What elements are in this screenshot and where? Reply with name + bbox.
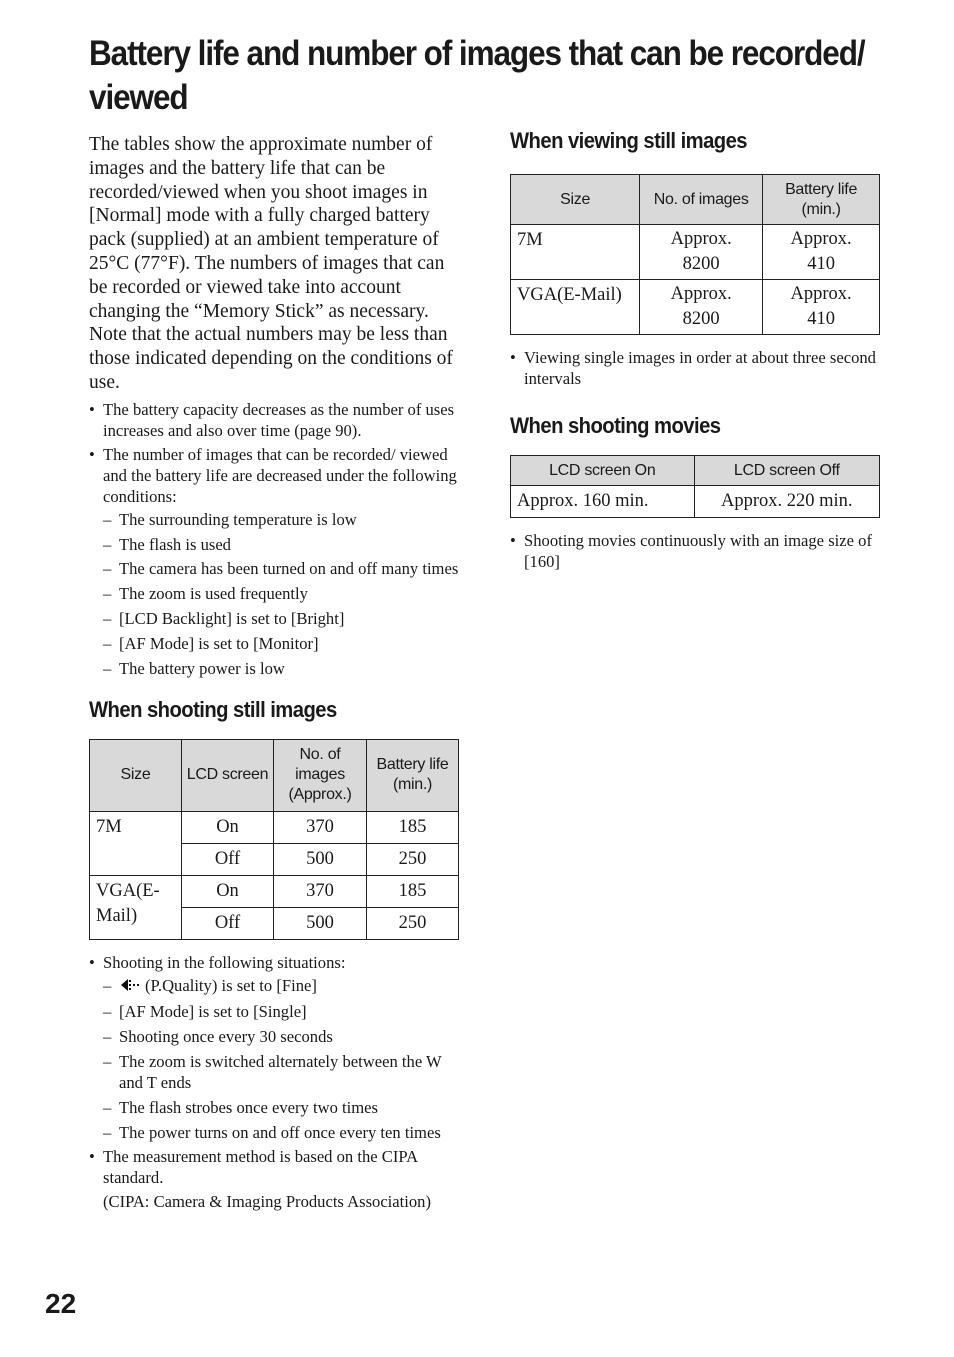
viewing-notes-list [510, 347, 880, 389]
table-cell-size: 7M [90, 811, 182, 875]
table-header-size: Size [511, 175, 640, 225]
table-row [511, 225, 880, 280]
table-cell-size: VGA(E-Mail) [511, 280, 640, 335]
table-row [511, 280, 880, 335]
table-cell-battery: Approx. 410 [763, 225, 880, 280]
table-cell-battery: 185 [367, 875, 459, 907]
viewing-heading: When viewing still images [510, 128, 748, 153]
list-item: – (P.Quality) is set to [Fine] [103, 975, 459, 998]
table-cell-images: 370 [274, 875, 367, 907]
movies-heading: When shooting movies [510, 413, 721, 438]
table-cell-lcd-off: Approx. 220 min. [694, 486, 880, 518]
situations-list [103, 975, 459, 1143]
table-cell-lcd-on: Approx. 160 min. [511, 486, 695, 518]
list-item: – [AF Mode] is set to [Single] [103, 1001, 459, 1022]
table-row [90, 875, 459, 907]
table-row [90, 811, 459, 843]
table-header-lcd-on: LCD screen On [511, 456, 695, 486]
list-item [89, 952, 459, 1143]
table-cell-images: Approx. 8200 [640, 280, 763, 335]
picture-quality-icon [119, 977, 141, 998]
table-header-lcd-off: LCD screen Off [694, 456, 880, 486]
list-item: – [LCD Backlight] is set to [Bright] [103, 608, 459, 629]
table-row [511, 486, 880, 518]
table-header-size: Size [90, 739, 182, 811]
table-cell-battery: 185 [367, 811, 459, 843]
page-number: 22 [45, 1288, 77, 1319]
still-images-heading: When shooting still images [89, 696, 337, 722]
table-cell-size: VGA(E-Mail) [90, 875, 182, 939]
list-item [89, 444, 459, 679]
table-cell-images: 500 [274, 907, 367, 939]
table-header-battery: Battery life (min.) [367, 739, 459, 811]
list-item: – The camera has been turned on and off many times [103, 558, 459, 579]
list-item: – The zoom is used frequently [103, 583, 459, 604]
list-item: – The flash is used [103, 534, 459, 555]
left-column [89, 133, 459, 1212]
conditions-list [103, 509, 459, 679]
table-header-images: No. of images [640, 175, 763, 225]
conditions-intro: The number of images that can be recorded/ viewed and the battery life are decreased under the following conditions: [103, 444, 457, 506]
table-cell-images: Approx. 8200 [640, 225, 763, 280]
list-item: • The measurement method is based on the CIPA standard. [89, 1146, 459, 1188]
table-cell-size: 7M [511, 225, 640, 280]
table-cell-images: 370 [274, 811, 367, 843]
table-header-battery: Battery life (min.) [763, 175, 880, 225]
cipa-note: (CIPA: Camera & Imaging Products Association) [103, 1192, 432, 1212]
list-item: – The power turns on and off once every ten times [103, 1122, 459, 1143]
movies-notes-list [510, 530, 880, 572]
list-item: • Viewing single images in order at about three second intervals [510, 347, 880, 389]
table-header-lcd: LCD screen [182, 739, 274, 811]
page-title: Battery life and number of images that can be recorded/ viewed [89, 34, 865, 117]
table-cell-lcd: On [182, 875, 274, 907]
list-item: – [AF Mode] is set to [Monitor] [103, 633, 459, 654]
table-cell-images: 500 [274, 843, 367, 875]
intro-paragraph: The tables show the approximate number of images and the battery life that can be recorded/viewed when you shoot images in [Normal] mode with a fully charged battery pack (supplied) at an ambient temperature of 25°C (77°F). The numbers of images that can be recorded or viewed take into account changing the “Memory Stick” as necessary. Note that the actual numbers may be less than those indicated depending on the conditions of use. [89, 134, 453, 393]
still-notes-list [89, 952, 459, 1189]
table-cell-battery: Approx. 410 [763, 280, 880, 335]
list-item: – Shooting once every 30 seconds [103, 1026, 459, 1047]
right-column [510, 128, 880, 575]
list-item: – The surrounding temperature is low [103, 509, 459, 530]
table-cell-lcd: On [182, 811, 274, 843]
list-item: • The battery capacity decreases as the number of uses increases and also over time (page 90). [89, 399, 459, 441]
still-images-table [89, 739, 459, 940]
list-item: – The battery power is low [103, 658, 459, 679]
table-cell-lcd: Off [182, 907, 274, 939]
table-cell-lcd: Off [182, 843, 274, 875]
list-item: • Shooting movies continuously with an image size of [160] [510, 530, 880, 572]
list-item: – The flash strobes once every two times [103, 1097, 459, 1118]
table-cell-battery: 250 [367, 843, 459, 875]
battery-notes-list [89, 399, 459, 679]
situations-intro: Shooting in the following situations: [103, 952, 346, 972]
table-cell-battery: 250 [367, 907, 459, 939]
list-item: – The zoom is switched alternately between the W and T ends [103, 1051, 459, 1093]
table-header-images: No. of images (Approx.) [274, 739, 367, 811]
viewing-table [510, 174, 880, 335]
movies-table [510, 455, 880, 518]
